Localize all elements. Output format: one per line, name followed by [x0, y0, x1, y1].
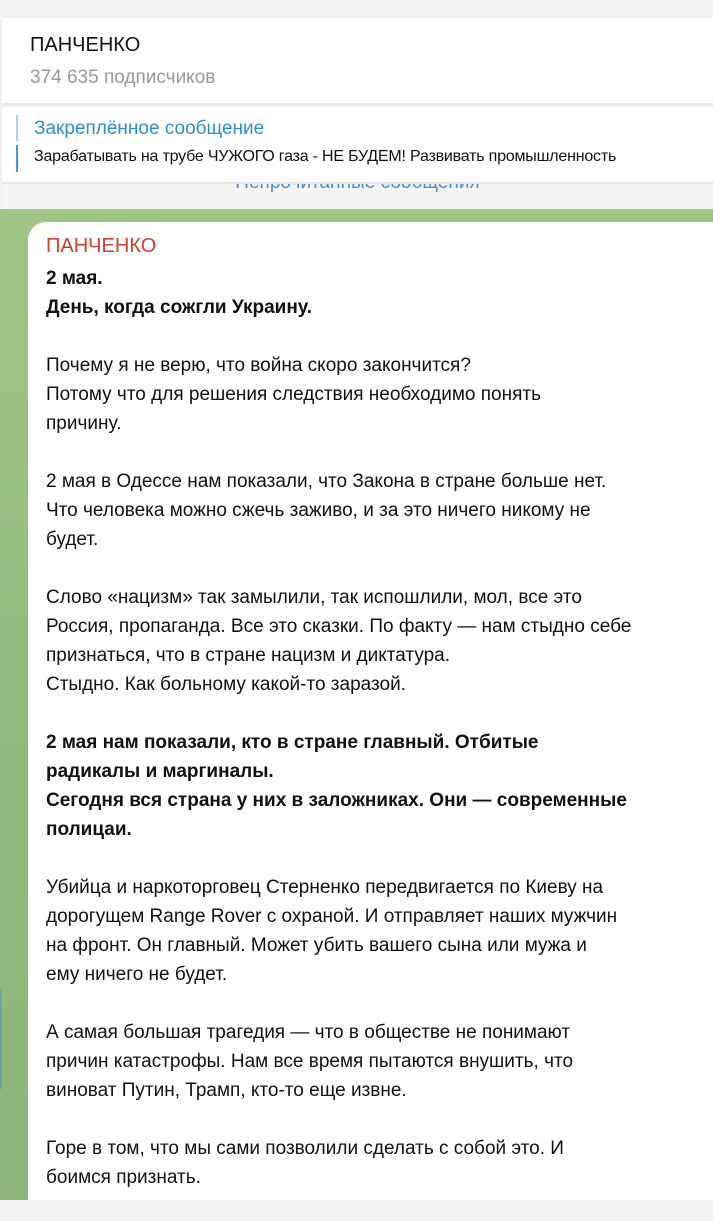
message-author[interactable]: ПАНЧЕНКО	[46, 235, 157, 257]
message-line: 2 мая в Одессе нам показали, что Закона в стране больше нет.	[46, 471, 607, 492]
message-line: будет.	[46, 529, 99, 550]
message-line: Почему я не верю, что война скоро закончится?	[46, 355, 471, 376]
message-line: причин катастрофы. Нам все время пытаются внушить, что	[46, 1051, 574, 1072]
message-line: Потому что для решения следствия необходимо понять	[46, 384, 541, 405]
message-line: Горе в том, что мы сами позволили сделать с собой это. И	[46, 1138, 564, 1159]
message-line: 2 мая.	[46, 268, 103, 289]
message-line: Стыдно. Как больному какой-то заразой.	[46, 674, 406, 695]
channel-header[interactable]	[2, 18, 713, 105]
message-line: радикалы и маргиналы.	[46, 761, 274, 782]
message-paragraph	[46, 467, 708, 554]
message-line: А самая большая трагедия — что в обществе не понимают	[46, 1022, 571, 1043]
message-paragraph	[46, 351, 708, 438]
message-line: Убийца и наркоторговец Стерненко передвигается по Киеву на	[46, 877, 604, 898]
pinned-message-bar[interactable]	[2, 107, 713, 184]
channel-title[interactable]: ПАНЧЕНКО	[30, 34, 141, 56]
message-line: признаться, что в стране нацизм и диктатура.	[46, 645, 451, 666]
message-line: 2 мая нам показали, кто в стране главный. Отбитые	[46, 732, 539, 753]
message-line: Слово «нацизм» так замылили, так испошлили, мол, все это	[46, 587, 582, 608]
subscriber-count: 374 635 подписчиков	[30, 67, 216, 88]
pinned-text: Зарабатывать на трубе ЧУЖОГО газа - НЕ БУДЕМ! Развивать промышленность	[34, 148, 617, 165]
chat-area	[0, 209, 713, 1200]
message-bubble[interactable]	[28, 222, 713, 1200]
message-text	[46, 264, 708, 1221]
message-paragraph	[46, 728, 708, 844]
message-paragraph	[46, 583, 708, 699]
pinned-indicator-active	[16, 145, 18, 172]
message-paragraph	[46, 264, 708, 322]
message-line: причину.	[46, 413, 122, 434]
message-line: День, когда сожгли Украину.	[46, 297, 312, 318]
message-line: на фронт. Он главный. Может убить вашего сына или мужа и	[46, 935, 587, 956]
scroll-indicator	[0, 989, 2, 1089]
message-line: дорогущем Range Rover с охраной. И отправляет наших мужчин	[46, 906, 618, 927]
message-line: виноват Путин, Трамп, кто-то еще извне.	[46, 1080, 407, 1101]
message-paragraph	[46, 1018, 708, 1105]
message-paragraph	[46, 873, 708, 989]
message-line: полицаи.	[46, 819, 132, 840]
pinned-indicator	[16, 115, 18, 141]
message-line: боимся признать.	[46, 1167, 201, 1188]
unread-divider	[2, 184, 713, 209]
message-line: ему ничего не будет.	[46, 964, 228, 985]
message-line: Россия, пропаганда. Все это сказки. По факту — нам стыдно себе	[46, 616, 632, 637]
message-paragraph	[46, 1134, 708, 1192]
window-top-bar	[0, 0, 713, 18]
message-line: Что человека можно сжечь заживо, и за это ничего никому не	[46, 500, 591, 521]
pinned-label: Закреплённое сообщение	[34, 118, 265, 139]
message-line: Сегодня вся страна у них в заложниках. Они — современные	[46, 790, 627, 811]
